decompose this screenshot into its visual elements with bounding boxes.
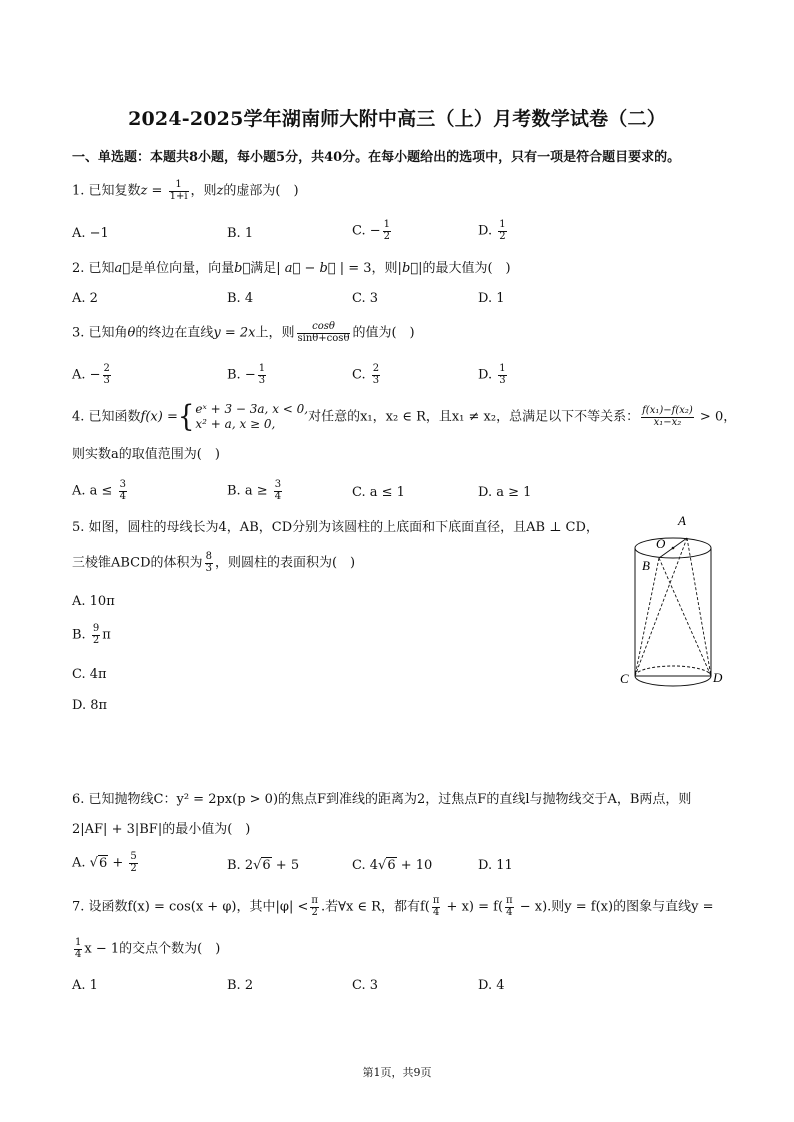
q4-option-b: B. a ≥ $\frac{3}{4}$ [227,479,282,502]
q5-option-a: A. 10π [72,594,115,609]
q2-option-c: C. 3 [352,291,379,306]
q1-option-a: A. −1 [72,226,109,241]
question-6-line-2: 2|AF| + 3|BF|的最小值为( ) [72,822,251,837]
question-6: 6. 已知抛物线C：y² = 2px(p > 0)的焦点F到准线的距离为2，过焦点F的直线l与抛物线交于A，B两点，则 [72,792,692,807]
section-heading: 一、单选题：本题共8小题，每小题5分，共40分。在每小题给出的选项中，只有一项是符合题目要求的。 [72,150,681,165]
q6-option-c: C. 4√6 + 10 [352,858,433,873]
q7-option-d: D. 4 [478,978,505,993]
figure-label-a: A [678,513,686,528]
q5-option-b: B. $\frac{9}{2}$ π [72,623,111,646]
q2-option-d: D. 1 [478,291,505,306]
q6-option-a: A. √6 + $\frac{5}{2}$ [72,851,137,874]
q7-option-c: C. 3 [352,978,379,993]
question-3: 3. 已知角θ的终边在直线y = 2x上，则 $\frac{\cos\theta}{\sin\theta+\cos\theta}$ 的值为( ) [72,321,415,344]
q4-option-a: A. a ≤ $\frac{3}{4}$ [72,479,126,502]
q3-option-c: C. $\frac{2}{3}$ [352,363,380,386]
question-1: 1. 已知复数z = $\frac{1}{1+i}$ ，则z的虚部为( ) [72,179,299,202]
question-5-line-2: 三棱锥ABCD的体积为 $\frac{8}{3}$ ，则圆柱的表面积为( ) [72,551,356,574]
q6-option-d: D. 11 [478,858,513,873]
question-4: 4. 已知函数f(x) ={ eˣ + 3 − 3a, x < 0, x² + a, x ≥ 0, 对任意的x₁，x₂ ∈ R，且x₁ ≠ x₂，总满足以下不等关系： $\frac{\text{f(x₁)−f(x₂)}}{\text{x₁−x₂}}$ > 0， [72,399,737,435]
question-5: 5. 如图，圆柱的母线长为4，AB，CD分别为该圆柱的上底面和下底面直径，且AB ⊥ CD， [72,520,599,535]
figure-label-d: D [713,670,723,685]
question-4-line-2: 则实数a的取值范围为( ) [72,447,220,462]
q6-option-b: B. 2√6 + 5 [227,858,300,873]
q1-option-b: B. 1 [227,226,254,241]
question-2: 2. 已知a⃗是单位向量，向量b⃗满足| a⃗ − b⃗ | = 3，则|b⃗|的最大值为( ) [72,261,511,276]
figure-label-o: O [656,536,666,551]
page-footer: 第1页，共9页 [362,1066,432,1079]
q5-option-d: D. 8π [72,698,108,713]
q3-option-b: B. − $\frac{1}{3}$ [227,363,266,386]
q5-option-c: C. 4π [72,667,107,682]
figure-label-b: B [642,558,650,573]
question-7: 7. 设函数f(x) = cos(x + φ)，其中|φ| < $\frac{\pi}{2}$ .若∀x ∈ R，都有f( $\frac{\pi}{4}$ + x) = f( $\frac{\pi}{4}$ − x).则y = f(x)的图象与直线y = [72,895,714,918]
q1-option-d: D. $\frac{1}{2}$ [478,219,506,242]
q2-option-a: A. 2 [72,291,98,306]
cylinder-figure [618,512,728,690]
q1-option-c: C. − $\frac{1}{2}$ [352,219,391,242]
q4-option-d: D. a ≥ 1 [478,485,532,500]
question-7-line-2: $\frac{1}{4}$ x − 1的交点个数为( ) [75,937,221,960]
q4-option-c: C. a ≤ 1 [352,485,405,500]
page-title: 2024-2025学年湖南师大附中高三（上）月考数学试卷（二） [128,108,666,130]
q7-option-b: B. 2 [227,978,254,993]
q7-option-a: A. 1 [72,978,98,993]
q3-option-d: D. $\frac{1}{3}$ [478,363,506,386]
q2-option-b: B. 4 [227,291,254,306]
figure-label-c: C [620,671,629,686]
q3-option-a: A. − $\frac{2}{3}$ [72,363,110,386]
